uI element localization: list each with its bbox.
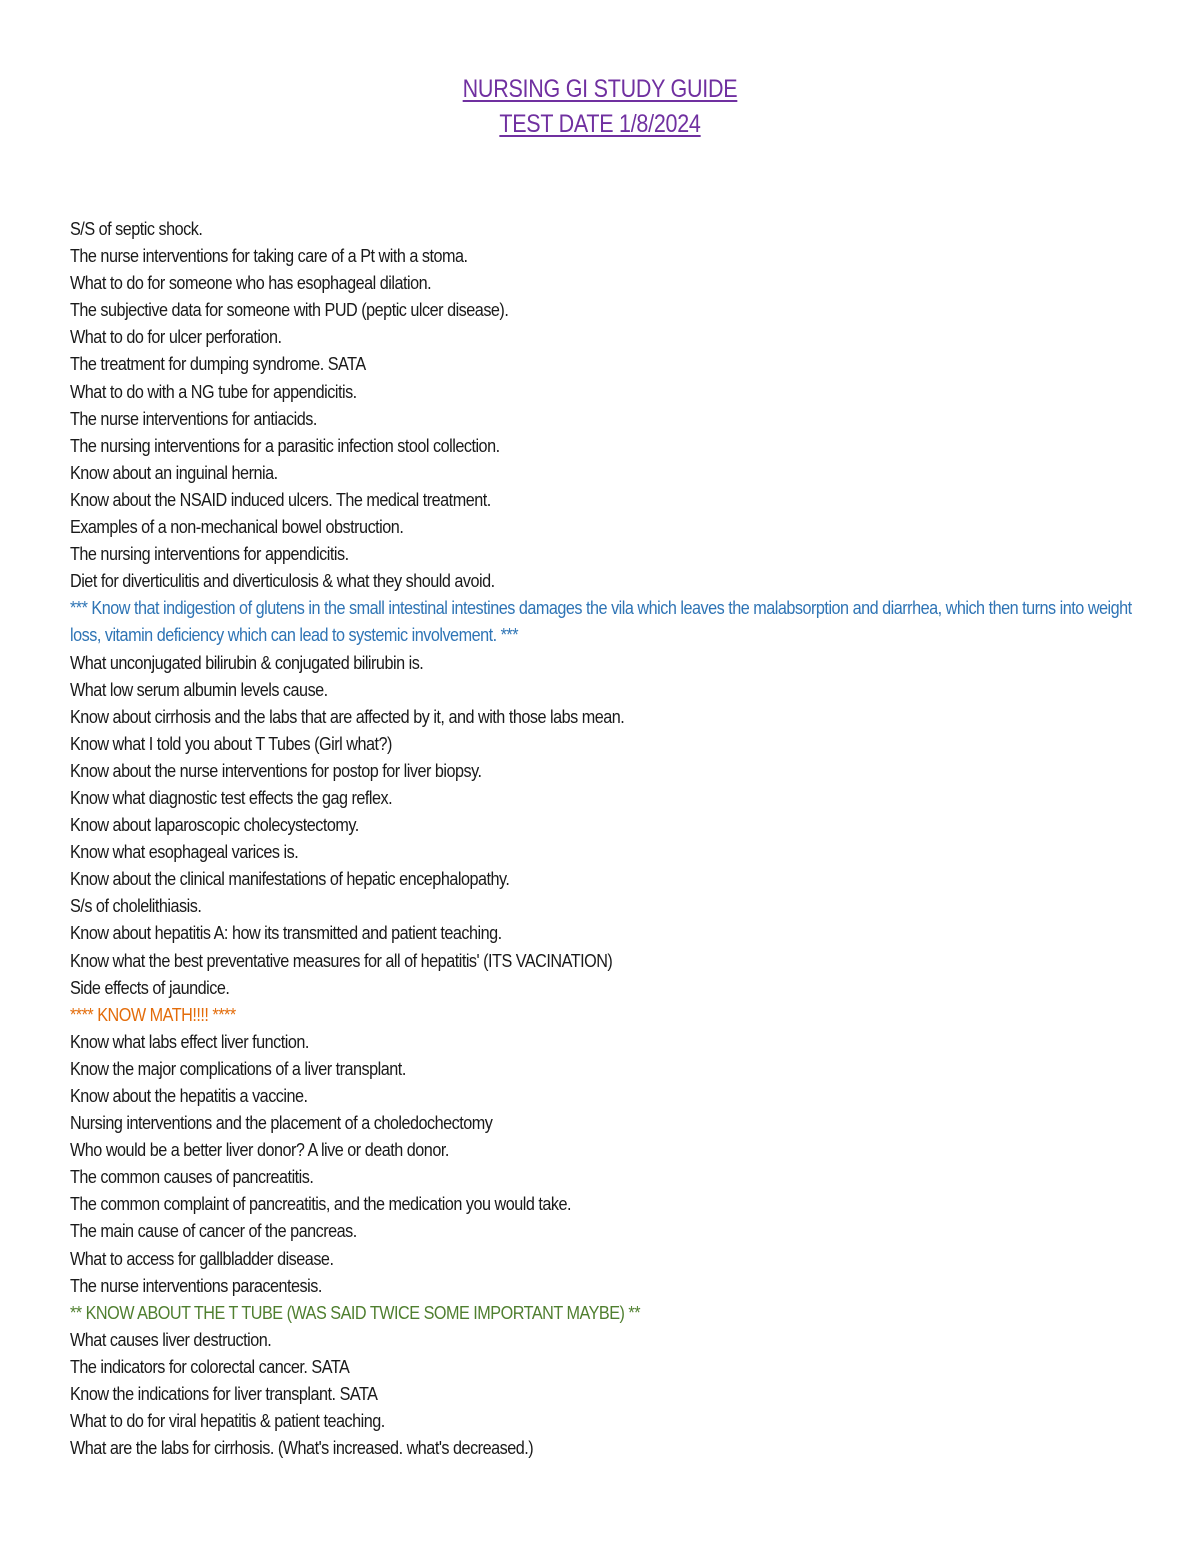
list-item: Know about the nurse interventions for postop for liver biopsy. <box>70 760 482 781</box>
list-item: What to do for ulcer perforation. <box>70 327 282 348</box>
list-item: Know what the best preventative measures for all of hepatitis' (ITS VACINATION) <box>70 950 613 971</box>
list-item: S/S of septic shock. <box>70 219 203 239</box>
study-list <box>70 216 1150 1462</box>
list-item: What unconjugated bilirubin & conjugated bilirubin is. <box>70 652 424 673</box>
list-item: What are the labs for cirrhosis. (What's increased. what's decreased.) <box>70 1438 534 1459</box>
list-item: Know the indications for liver transplant. SATA <box>70 1384 378 1405</box>
list-item: Know about hepatitis A: how its transmitted and patient teaching. <box>70 923 502 944</box>
list-item: The indicators for colorectal cancer. SATA <box>70 1356 350 1377</box>
list-item: The nursing interventions for a parasitic infection stool collection. <box>70 435 500 456</box>
list-item: Examples of a non-mechanical bowel obstruction. <box>70 517 404 538</box>
list-item: Know what diagnostic test effects the gag reflex. <box>70 787 393 808</box>
list-item: Know about the NSAID induced ulcers. The medical treatment. <box>70 489 491 510</box>
list-item: Know about the hepatitis a vaccine. <box>70 1086 308 1106</box>
list-item: Know about an inguinal hernia. <box>70 462 278 483</box>
list-item: The subjective data for someone with PUD (peptic ulcer disease). <box>70 300 509 321</box>
list-item: Know about laparoscopic cholecystectomy. <box>70 815 359 836</box>
title-block <box>0 72 1200 142</box>
list-item: The main cause of cancer of the pancreas. <box>70 1221 357 1242</box>
list-item: The nurse interventions for antiacids. <box>70 408 317 429</box>
list-item: What to do for viral hepatitis & patient teaching. <box>70 1411 385 1432</box>
list-item: Diet for diverticulitis and diverticulosis & what they should avoid. <box>70 571 495 592</box>
page-title: NURSING GI STUDY GUIDE <box>462 75 738 103</box>
list-item: The nurse interventions paracentesis. <box>70 1275 322 1296</box>
list-item: The nursing interventions for appendicitis. <box>70 544 349 565</box>
list-item: What to do with a NG tube for appendicitis. <box>70 381 357 402</box>
list-item: Who would be a better liver donor? A live or death donor. <box>70 1140 449 1161</box>
list-item: What to access for gallbladder disease. <box>70 1248 334 1269</box>
list-item: What low serum albumin levels cause. <box>70 679 328 700</box>
highlighted-note-blue: *** Know that indigestion of glutens in the small intestinal intestines damages the vila which leaves the malabsorption and diarrhea, which then turns into weight loss, vitamin deficiency which can lead to systemic involvement. *** <box>70 598 1132 646</box>
list-item: The common complaint of pancreatitis, and the medication you would take. <box>70 1194 572 1215</box>
list-item: Know about cirrhosis and the labs that are affected by it, and with those labs mean. <box>70 706 625 727</box>
list-item: Know what labs effect liver function. <box>70 1031 309 1052</box>
list-item: What to do for someone who has esophageal dilation. <box>70 273 432 294</box>
list-item: The common causes of pancreatitis. <box>70 1167 314 1188</box>
list-item: Nursing interventions and the placement of a choledochectomy <box>70 1113 493 1134</box>
list-item: Know what I told you about T Tubes (Girl what?) <box>70 733 392 754</box>
highlighted-note-orange: **** KNOW MATH!!!! **** <box>70 1004 236 1025</box>
highlighted-note-green: ** KNOW ABOUT THE T TUBE (WAS SAID TWICE SOME IMPORTANT MAYBE) ** <box>70 1302 641 1323</box>
list-item: Know about the clinical manifestations of hepatic encephalopathy. <box>70 869 510 890</box>
list-item: What causes liver destruction. <box>70 1329 272 1350</box>
test-date: TEST DATE 1/8/2024 <box>499 110 701 138</box>
list-item: The treatment for dumping syndrome. SATA <box>70 354 366 375</box>
list-item: The nurse interventions for taking care of a Pt with a stoma. <box>70 246 468 267</box>
list-item: Side effects of jaundice. <box>70 977 230 998</box>
list-item: Know the major complications of a liver transplant. <box>70 1058 406 1079</box>
list-item: Know what esophageal varices is. <box>70 842 299 863</box>
list-item: S/s of cholelithiasis. <box>70 896 202 917</box>
